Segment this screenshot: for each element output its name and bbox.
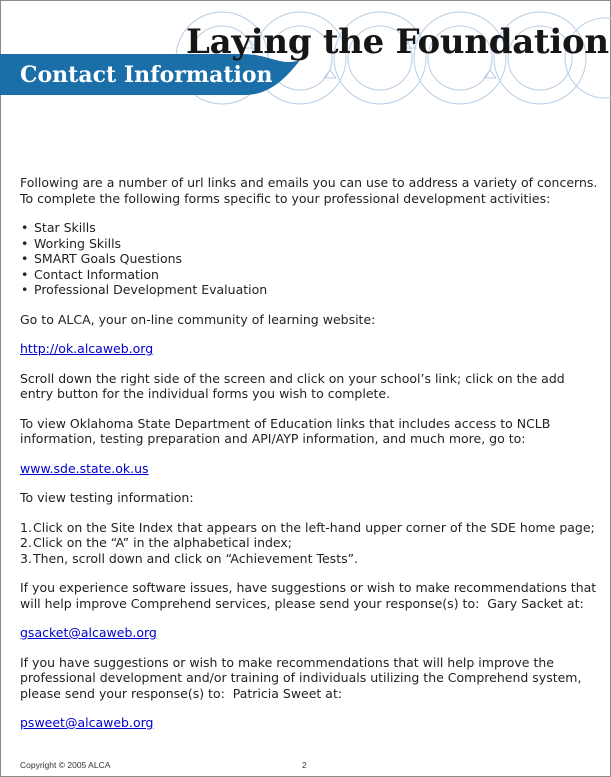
step-number: 3. [20, 550, 32, 566]
page-title: Laying the Foundation [186, 22, 609, 62]
pd-paragraph: If you have suggestions or wish to make recommendations that will help improve the professional development and/or training of individuals utilizing the Comprehend system, please send your response(s) to: Patricia Sweet at: [20, 654, 582, 701]
alca-paragraph: Go to ALCA, your on-line community of learning website: [20, 311, 376, 327]
patricia-email-link[interactable]: psweet@alcaweb.org [20, 715, 154, 730]
testing-paragraph: To view testing information: [20, 490, 194, 505]
sde-link[interactable]: www.sde.state.ok.us [20, 460, 149, 476]
page-header [0, 0, 611, 110]
step-text: Click on the Site Index that appears on the left-hand upper corner of the SDE home page; [33, 519, 595, 535]
list-item [20, 535, 600, 551]
scroll-paragraph: Scroll down the right side of the screen and click on your school’s link; click on the add entry button for the individual forms you wish to complete. [20, 370, 565, 401]
gary-email-link[interactable]: gsacket@alcaweb.org [20, 625, 157, 640]
document-body [20, 175, 600, 731]
software-paragraph: If you experience software issues, have suggestions or wish to make recommendations that will help improve Comprehend services, please send your response(s) to: Gary Sacket at: [20, 580, 597, 611]
sde-paragraph: To view Oklahoma State Department of Education links that includes access to NCLB information, testing preparation and API/AYP information, and much more, go to: [20, 415, 551, 446]
list-item [20, 520, 600, 536]
list-item: • SMART Goals Questions [20, 251, 600, 267]
step-text: Then, scroll down and click on “Achievement Tests”. [33, 550, 359, 566]
list-item: • Star Skills [20, 220, 600, 236]
step-text: Click on the “A” in the alphabetical index; [33, 535, 293, 550]
list-item: • Working Skills [20, 236, 600, 252]
list-item [20, 551, 600, 567]
page-number: 2 [302, 760, 307, 770]
step-number: 2. [20, 535, 32, 550]
step-number: 1. [20, 519, 32, 535]
intro-paragraph: Following are a number of url links and emails you can use to address a variety of concerns. To complete the following forms specific to your professional development activities: [20, 175, 598, 206]
alca-link[interactable]: http://ok.alcaweb.org [20, 341, 154, 356]
list-item: • Contact Information [20, 267, 600, 283]
copyright-text: Copyright © 2005 ALCA [20, 760, 111, 770]
forms-list [20, 220, 600, 298]
section-title: Contact Information [20, 62, 273, 88]
list-item: • Professional Development Evaluation [20, 282, 600, 298]
testing-steps-list [20, 520, 600, 567]
